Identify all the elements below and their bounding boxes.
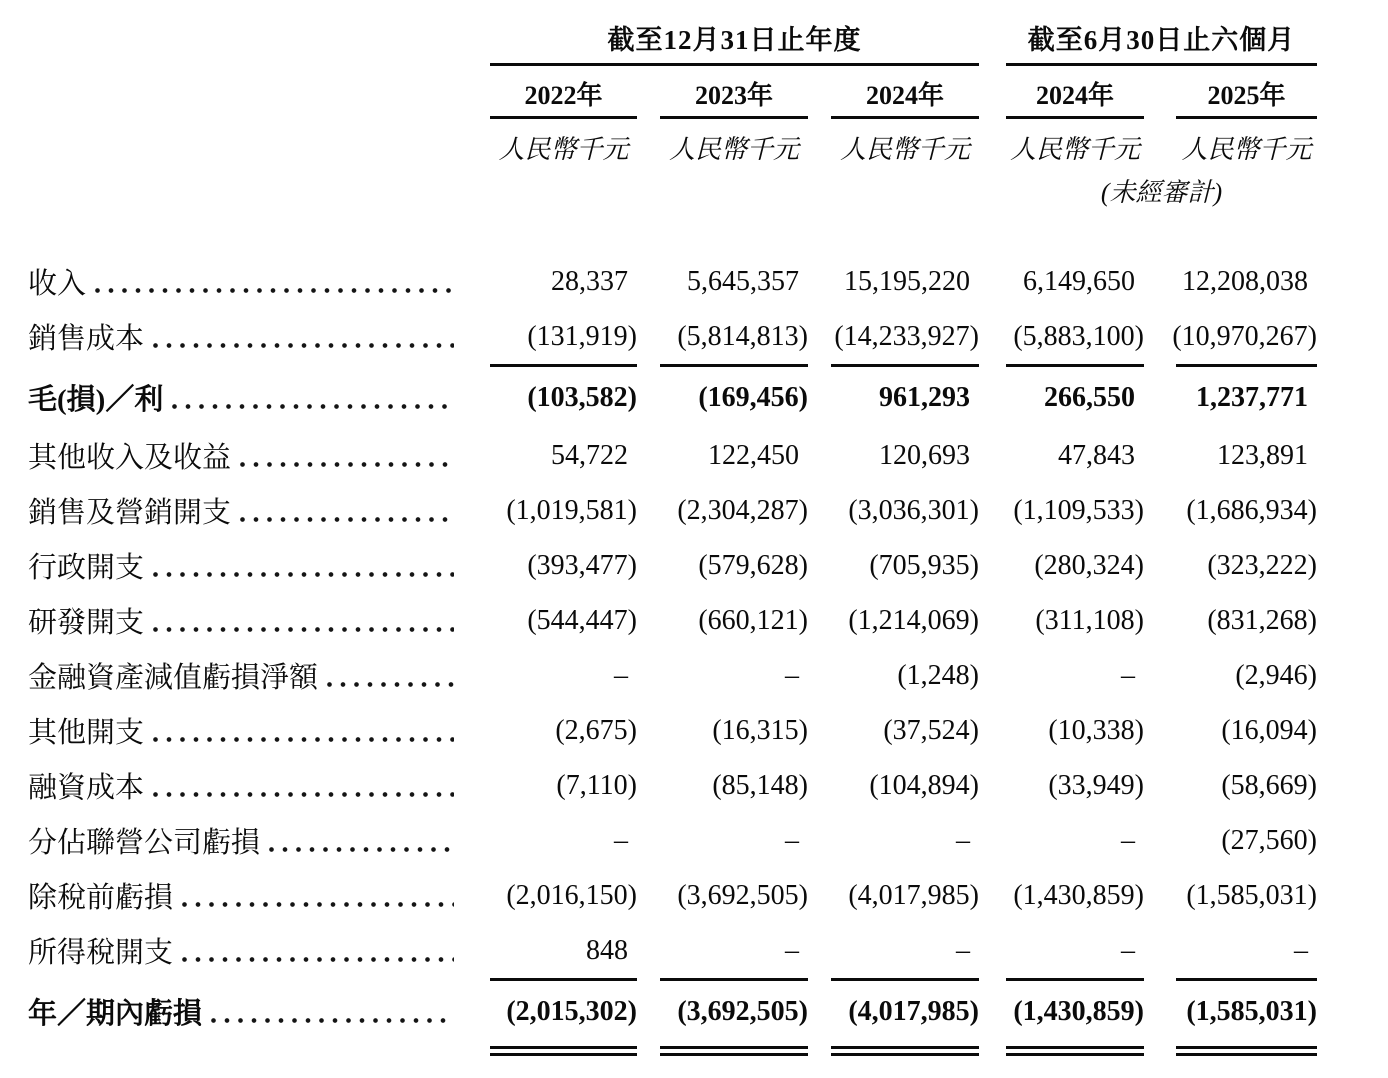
- dot-leader: [153, 703, 454, 758]
- column-group-interim: [1006, 0, 1317, 66]
- column-group-annual-title: 截至12月31日止年度: [607, 25, 862, 55]
- cell-value: (2,675): [555, 714, 637, 746]
- row-label: [0, 868, 464, 923]
- row-label: [0, 813, 464, 868]
- cell-value: (1,430,859): [1013, 995, 1144, 1027]
- table-row: [0, 309, 1388, 364]
- row-label-text: 分佔聯營公司虧損: [28, 827, 261, 859]
- cell-value: (2,946): [1235, 659, 1317, 691]
- cell-value: (7,110): [556, 769, 637, 801]
- cell-value: (2,015,302): [506, 995, 637, 1027]
- row-label-text: 行政開支: [28, 552, 145, 584]
- column-header-2025-interim: 2025年: [1176, 66, 1317, 119]
- cell-value: (5,814,813): [677, 320, 808, 352]
- table-row: [0, 483, 1388, 538]
- cell-value: (1,248): [897, 659, 979, 691]
- cell-value: (2,016,150): [506, 879, 637, 911]
- cell-value: –: [785, 659, 799, 691]
- dot-leader: [269, 813, 454, 868]
- row-label-text: 研發開支: [28, 607, 145, 639]
- row-label-text: 金融資產減值虧損淨額: [28, 662, 319, 694]
- cell-value: (544,447): [527, 604, 637, 636]
- cell-value: (16,315): [712, 714, 808, 746]
- cell-value: 47,843: [1058, 439, 1135, 471]
- cell-value: (3,692,505): [677, 879, 808, 911]
- row-label: [0, 703, 464, 758]
- table-header-unaudited-row: [0, 168, 1388, 212]
- table-row: [0, 648, 1388, 703]
- cell-value: (16,094): [1221, 714, 1317, 746]
- cell-value: (5,883,100): [1013, 320, 1144, 352]
- unit-label: 人民幣千元: [498, 135, 629, 164]
- table-row: [0, 981, 1388, 1042]
- cell-value: 122,450: [708, 439, 799, 471]
- cell-value: (103,582): [527, 381, 637, 413]
- cell-value: (1,585,031): [1186, 995, 1317, 1027]
- cell-value: –: [956, 824, 970, 856]
- row-label: [0, 923, 464, 978]
- cell-value: (27,560): [1221, 824, 1317, 856]
- column-header-2023: 2023年: [660, 66, 808, 119]
- column-header-2022: 2022年: [490, 66, 637, 119]
- cell-value: (3,036,301): [848, 494, 979, 526]
- dot-leader: [95, 254, 454, 309]
- unaudited-label: (未經審計): [1100, 177, 1223, 207]
- double-rule-line: [490, 1046, 637, 1056]
- table-row: [0, 428, 1388, 483]
- cell-value: (33,949): [1048, 769, 1144, 801]
- cell-value: (1,019,581): [506, 494, 637, 526]
- cell-value: (1,430,859): [1013, 879, 1144, 911]
- dot-leader: [240, 428, 454, 483]
- table-row: [0, 703, 1388, 758]
- row-label: [0, 758, 464, 813]
- cell-value: (831,268): [1207, 604, 1317, 636]
- table-header-groups: [0, 0, 1388, 66]
- row-label-text: 融資成本: [28, 772, 145, 804]
- cell-value: (104,894): [869, 769, 979, 801]
- column-header-2024: 2024年: [831, 66, 979, 119]
- cell-value: 54,722: [551, 439, 628, 471]
- cell-value: (1,686,934): [1186, 494, 1317, 526]
- cell-value: –: [1121, 934, 1135, 966]
- cell-value: (169,456): [698, 381, 808, 413]
- cell-value: (58,669): [1221, 769, 1317, 801]
- cell-value: (85,148): [712, 769, 808, 801]
- cell-value: –: [785, 934, 799, 966]
- cell-value: (280,324): [1034, 549, 1144, 581]
- cell-value: (10,970,267): [1172, 320, 1317, 352]
- row-label-text: 毛(損)／利: [28, 384, 164, 416]
- row-label-text: 銷售及營銷開支: [28, 497, 232, 529]
- column-header-2024-interim: 2024年: [1006, 66, 1144, 119]
- table-body: [0, 254, 1388, 1056]
- cell-value: (3,692,505): [677, 995, 808, 1027]
- row-label-text: 其他開支: [28, 717, 145, 749]
- dot-leader: [182, 868, 454, 923]
- unit-label: 人民幣千元: [668, 135, 799, 164]
- table-row: [0, 367, 1388, 428]
- row-label: [0, 367, 464, 428]
- row-label-text: 銷售成本: [28, 323, 145, 355]
- column-group-interim-title: 截至6月30日止六個月: [1027, 25, 1296, 55]
- table-header-units: [0, 119, 1388, 168]
- cell-value: (131,919): [527, 320, 637, 352]
- row-label: [0, 483, 464, 538]
- table-row: [0, 813, 1388, 868]
- row-label-text: 除稅前虧損: [28, 882, 174, 914]
- cell-value: (14,233,927): [834, 320, 979, 352]
- cell-value: –: [1121, 824, 1135, 856]
- dot-leader: [240, 483, 454, 538]
- row-label-text: 收入: [28, 268, 87, 300]
- cell-value: 5,645,357: [687, 265, 799, 297]
- dot-leader: [153, 309, 454, 364]
- cell-value: (1,214,069): [848, 604, 979, 636]
- table-row: [0, 254, 1388, 309]
- row-label: [0, 309, 464, 364]
- cell-value: (705,935): [869, 549, 979, 581]
- cell-value: –: [614, 659, 628, 691]
- cell-value: –: [1121, 659, 1135, 691]
- dot-leader: [153, 758, 454, 813]
- row-label: [0, 981, 464, 1042]
- cell-value: (1,109,533): [1013, 494, 1144, 526]
- cell-value: –: [614, 824, 628, 856]
- table-row: [0, 868, 1388, 923]
- cell-value: 15,195,220: [844, 265, 970, 297]
- cell-value: 123,891: [1217, 439, 1308, 471]
- double-rule-row: [0, 1046, 1388, 1056]
- row-label: [0, 648, 464, 703]
- row-label: [0, 593, 464, 648]
- cell-value: 266,550: [1044, 381, 1135, 413]
- cell-value: 848: [586, 934, 628, 966]
- row-label-text: 年／期內虧損: [28, 998, 203, 1030]
- double-rule-line: [1176, 1046, 1317, 1056]
- dot-leader: [182, 923, 454, 978]
- cell-value: 961,293: [879, 381, 970, 413]
- column-group-annual: [490, 0, 979, 66]
- cell-value: (10,338): [1048, 714, 1144, 746]
- cell-value: (4,017,985): [848, 995, 979, 1027]
- cell-value: 1,237,771: [1196, 381, 1308, 413]
- dot-leader: [327, 648, 454, 703]
- cell-value: (393,477): [527, 549, 637, 581]
- cell-value: 28,337: [551, 265, 628, 297]
- dot-leader: [153, 593, 454, 648]
- row-label: [0, 538, 464, 593]
- dot-leader: [172, 367, 454, 428]
- unit-label: 人民幣千元: [1181, 135, 1312, 164]
- cell-value: (1,585,031): [1186, 879, 1317, 911]
- row-label: [0, 254, 464, 309]
- row-label: [0, 428, 464, 483]
- header-body-spacer: [0, 212, 1388, 254]
- cell-value: (579,628): [698, 549, 808, 581]
- cell-value: (660,121): [698, 604, 808, 636]
- cell-value: –: [956, 934, 970, 966]
- table-row: [0, 593, 1388, 648]
- cell-value: (323,222): [1207, 549, 1317, 581]
- cell-value: (2,304,287): [677, 494, 808, 526]
- dot-leader: [153, 538, 454, 593]
- cell-value: –: [785, 824, 799, 856]
- double-rule-line: [660, 1046, 808, 1056]
- table-row: [0, 758, 1388, 813]
- table-row: [0, 538, 1388, 593]
- row-label-text: 其他收入及收益: [28, 442, 232, 474]
- cell-value: –: [1294, 934, 1308, 966]
- cell-value: 6,149,650: [1023, 265, 1135, 297]
- cell-value: 120,693: [879, 439, 970, 471]
- table-row: [0, 923, 1388, 978]
- table-header-years: [0, 66, 1388, 119]
- unit-label: 人民幣千元: [1009, 135, 1140, 164]
- cell-value: (37,524): [883, 714, 979, 746]
- double-rule-line: [1006, 1046, 1144, 1056]
- row-label-text: 所得稅開支: [28, 937, 174, 969]
- double-rule-line: [831, 1046, 979, 1056]
- cell-value: (311,108): [1035, 604, 1144, 636]
- cell-value: (4,017,985): [848, 879, 979, 911]
- dot-leader: [211, 981, 454, 1042]
- cell-value: 12,208,038: [1182, 265, 1308, 297]
- unit-label: 人民幣千元: [839, 135, 970, 164]
